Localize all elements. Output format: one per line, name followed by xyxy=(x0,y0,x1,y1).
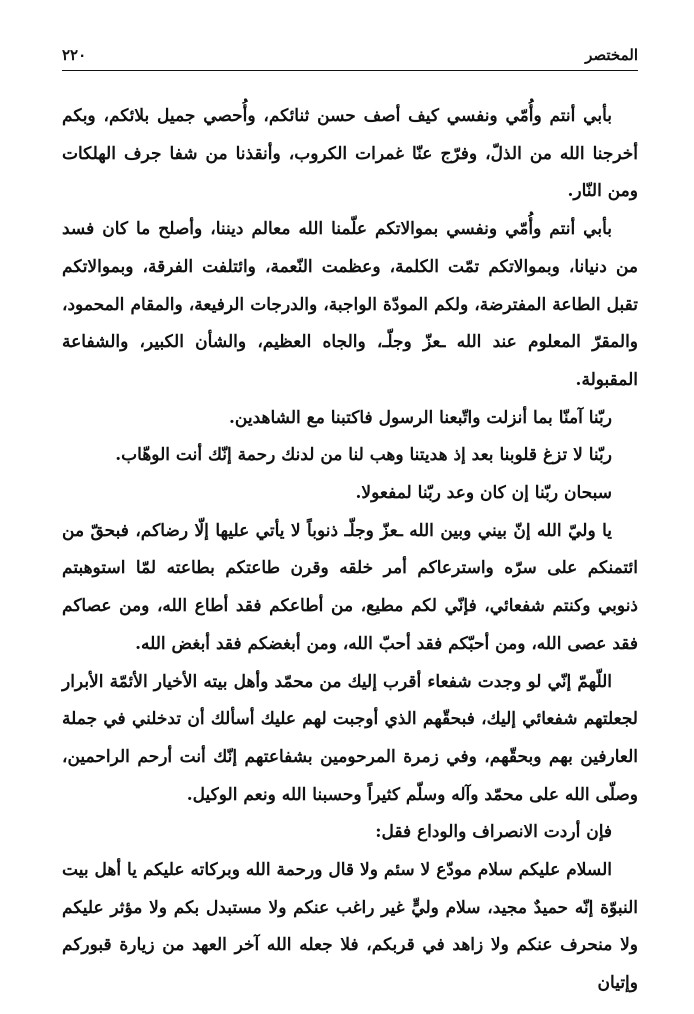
main-text xyxy=(62,98,638,1003)
running-header xyxy=(62,44,638,70)
header-rule xyxy=(62,70,638,71)
paragraph: السلام عليكم سلام مودّع لا سئم ولا قال ورحمة الله وبركاته عليكم يا أهل بيت النبوّة إنّه حميدٌ مجيد، سلام وليٍّ غير راغب عنكم ولا مستبدل بكم ولا مؤثر عليكم ولا منحرف عنكم ولا زاهد في قربكم، فلا جعله الله آخر العهد من زيارة قبوركم وإتيان xyxy=(62,860,638,994)
running-title: المختصر xyxy=(585,46,638,64)
paragraph: سبحان ربّنا إن كان وعد ربّنا لمفعولا. xyxy=(355,483,612,504)
page-number: ٢٢٠ xyxy=(62,46,87,64)
paragraph: بأبي أنتم وأُمّي ونفسي بموالاتكم علّمنا الله معالم ديننا، وأصلح ما كان فسد من دنيانا، وبموالاتكم تمّت الكلمة، وعظمت النّعمة، وائتلفت الفرقة، وبموالاتكم تقبل الطاعة المفترضة، ولكم المودّة الواجبة، والدرجات الرفيعة، والمقام المحمود، والمقرّ المعلوم عند الله ـعزّ وجلّـ، والجاه العظيم، والشأن الكبير، والشفاعة المقبولة. xyxy=(62,219,638,390)
paragraph: ربّنا آمنّا بما أنزلت واتّبعنا الرسول فاكتبنا مع الشاهدين. xyxy=(229,407,612,428)
paragraph: يا وليّ الله إنّ بيني وبين الله ـعزّ وجلّـ ذنوباً لا يأتي عليها إلّا رضاكم، فبحقّ من ائتمنكم على سرّه واسترعاكم أمر خلقه وقرن طاعتكم بطاعته لمّا استوهبتم ذنوبي وكنتم شفعائي، فإنّي لكم مطيع، من أطاعكم فقد أطاع الله، ومن عصاكم فقد عصى الله، ومن أحبّكم فقد أحبّ الله، ومن أبغضكم فقد أبغض الله. xyxy=(62,520,638,654)
paragraph: ربّنا لا تزغ قلوبنا بعد إذ هديتنا وهب لنا من لدنك رحمة إنّك أنت الوهّاب. xyxy=(115,445,612,466)
paragraph: اللّهمّ إنّي لو وجدت شفعاء أقرب إليك من محمّد وأهل بيته الأخيار الأئمّة الأبرار لجعلتهم شفعائي إليك، فبحقّهم الذي أوجبت لهم عليك أسألك أن تدخلني في جملة العارفين بهم وبحقّهم، وفي زمرة المرحومين بشفاعتهم إنّك أنت أرحم الراحمين، وصلّى الله على محمّد وآله وسلّم كثيراً وحسبنا الله ونعم الوكيل. xyxy=(62,671,638,805)
paragraph: بأبي أنتم وأُمّي ونفسي كيف أصف حسن ثنائكم، وأُحصي جميل بلائكم، وبكم أخرجنا الله من الذلّ، وفرّج عنّا غمرات الكروب، وأنقذنا من شفا جرف الهلكات ومن النّار. xyxy=(62,106,638,202)
paragraph: فإن أردت الانصراف والوداع فقل: xyxy=(375,822,612,843)
